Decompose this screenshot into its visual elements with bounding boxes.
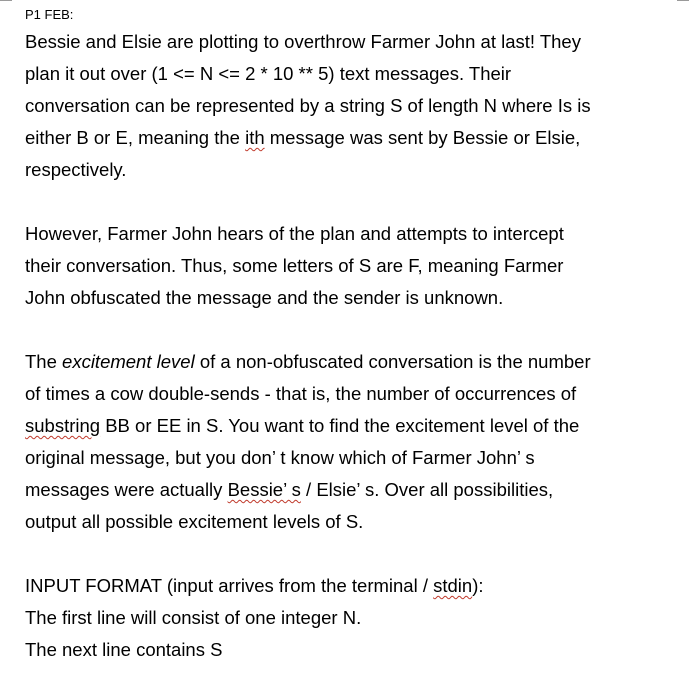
text-run: ): [472,575,484,596]
paragraph-2-line-3: John obfuscated the message and the sender is unknown. [25,287,504,308]
spellcheck-word: ith [245,127,265,148]
paragraph-2-line-1: However, Farmer John hears of the plan and attempts to intercept [25,223,564,244]
text-run: INPUT FORMAT (input arrives from the terminal / [25,575,434,596]
paragraph-1-line-5: respectively. [25,159,127,180]
text-run: message was sent by Bessie or Elsie, [264,127,581,148]
input-format-line-3: The next line contains S [25,639,223,660]
spellcheck-word: substring [25,415,101,436]
paragraph-3-line-5 [25,474,665,506]
paragraph-3-line-6: output all possible excitement levels of S. [25,511,364,532]
paragraph-1-line-1: Bessie and Elsie are plotting to overthrow Farmer John at last! They [25,31,581,52]
text-run: either B or E, meaning the [25,127,246,148]
text-run: The [25,351,63,372]
text-run: / Elsie’ s. Over all possibilities, [300,479,554,500]
paragraph-2-line-2: their conversation. Thus, some letters of S are F, meaning Farmer [25,255,564,276]
italic-term: excitement level [62,351,195,372]
document-body [25,26,665,666]
page-corner-mark-right [677,0,689,1]
page-corner-mark-left [0,0,12,1]
paragraph-3-line-4: original message, but you don’ t know which of Farmer John’ s [25,447,535,468]
text-run: messages were actually [25,479,228,500]
text-run: of a non-obfuscated conversation is the number [194,351,591,372]
input-format-line-1 [25,570,665,602]
paragraph-1-line-4 [25,122,665,154]
problem-header: P1 FEB: [25,7,74,22]
paragraph-1-line-2: plan it out over (1 <= N <= 2 * 10 ** 5) text messages. Their [25,63,512,84]
spellcheck-word: Bessie’ s [227,479,301,500]
spellcheck-word: stdin [433,575,473,596]
paragraph-3-line-1 [25,346,665,378]
paragraph-3-line-3 [25,410,665,442]
paragraph-gap [25,538,665,570]
paragraph-gap [25,186,665,218]
input-format-line-2: The first line will consist of one integer N. [25,607,362,628]
text-run: BB or EE in S. You want to find the excitement level of the [100,415,580,436]
paragraph-1-line-3: conversation can be represented by a string S of length N where Is is [25,95,591,116]
paragraph-gap [25,314,665,346]
paragraph-3-line-2: of times a cow double-sends - that is, the number of occurrences of [25,383,577,404]
